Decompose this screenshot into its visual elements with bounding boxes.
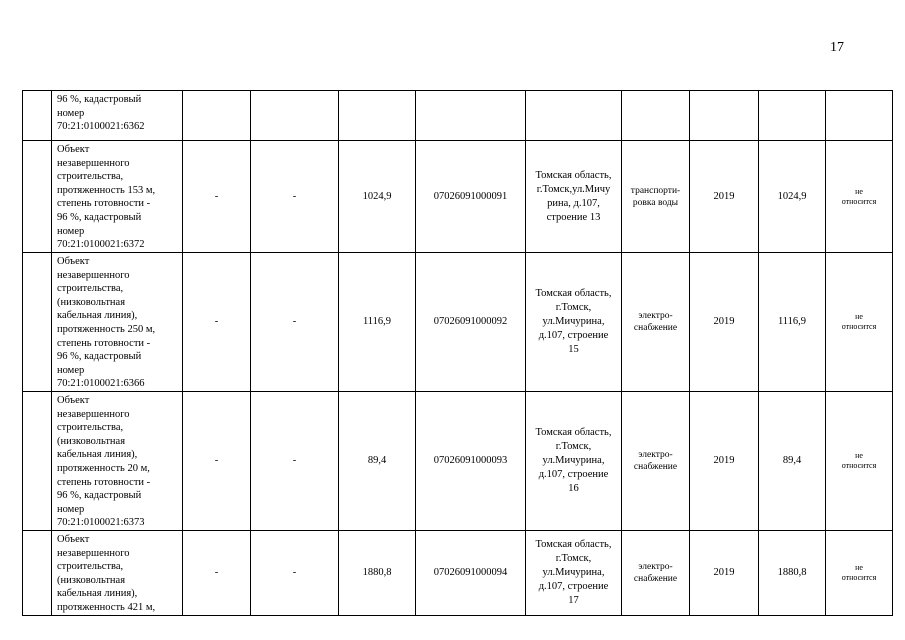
relation-cell-line: не [855, 451, 863, 460]
relation-cell [826, 531, 893, 616]
purpose-cell [622, 392, 690, 531]
year-cell: 2019 [690, 392, 759, 531]
object-name-cell [52, 392, 183, 531]
address-cell [526, 531, 622, 616]
object-name-cell-line: (низковольтная [57, 574, 126, 586]
relation-cell [826, 392, 893, 531]
dash-cell: - [183, 392, 251, 531]
object-name-cell-line: протяженность 421 м, [57, 601, 156, 613]
row-number-cell [23, 253, 52, 392]
object-name-cell-line: 96 %, кадастровый [57, 490, 142, 502]
row-number-cell [23, 91, 52, 141]
address-cell-line: 15 [568, 344, 579, 355]
object-name-cell-line: 70:21:0100021:6362 [57, 121, 145, 133]
registry-number-cell [416, 91, 526, 141]
year-cell: 2019 [690, 531, 759, 616]
row-number-cell [23, 531, 52, 616]
purpose-cell-line: снабжение [633, 323, 678, 333]
object-name-cell [52, 141, 183, 253]
address-cell [526, 392, 622, 531]
relation-cell-line: не [855, 563, 863, 572]
object-name-cell-line: незавершенного [57, 157, 130, 169]
purpose-cell [622, 253, 690, 392]
object-name-cell-line: протяженность 20 м, [57, 462, 150, 474]
purpose-cell [622, 91, 690, 141]
object-name-cell-line: 70:21:0100021:6366 [57, 378, 145, 390]
object-name-cell-line: степень готовности - [57, 337, 151, 349]
address-cell-line: Томская область, [535, 427, 612, 438]
address-cell-line: д.107, строение [538, 581, 609, 592]
object-name-cell-line: 96 %, кадастровый [57, 94, 142, 105]
object-name-cell-line: строительства, [57, 422, 124, 434]
object-name-cell-line: Объект [57, 256, 90, 267]
registry-number-cell: 07026091000093 [416, 392, 526, 531]
purpose-cell-line: электро- [638, 311, 673, 321]
object-name-cell-line: строительства, [57, 283, 124, 295]
table-row [23, 531, 893, 616]
relation-cell-line: относится [841, 322, 877, 331]
address-cell-line: ул.Мичурина, [542, 455, 605, 466]
dash-cell: - [183, 253, 251, 392]
relation-cell-line: не [855, 312, 863, 321]
object-name-cell-line: номер [57, 503, 85, 515]
value2-cell: 1024,9 [759, 141, 826, 253]
object-name-cell-line: степень готовности - [57, 198, 151, 210]
table-row [23, 392, 893, 531]
relation-cell [826, 141, 893, 253]
dash-cell: - [183, 141, 251, 253]
address-cell-line: д.107, строение [538, 469, 609, 480]
table-row [23, 253, 893, 392]
address-cell-line: г.Томск, [555, 553, 592, 564]
property-table [22, 90, 893, 616]
purpose-cell-line: электро- [638, 450, 673, 460]
registry-number-cell: 07026091000091 [416, 141, 526, 253]
address-cell-line: строение 13 [546, 211, 601, 223]
relation-cell-line: относится [841, 196, 877, 206]
object-name-cell-line: (низковольтная [57, 435, 126, 447]
object-name-cell-line: протяженность 153 м, [57, 184, 156, 196]
value2-cell [759, 91, 826, 141]
purpose-cell-line: транспорти- [630, 185, 681, 196]
object-name-cell-line: Объект [57, 395, 90, 406]
purpose-cell-line: ровка воды [632, 197, 679, 208]
object-name-cell [52, 91, 183, 141]
object-name-cell-line: кабельная линия), [57, 310, 138, 322]
value-cell [339, 91, 416, 141]
registry-number-cell: 07026091000092 [416, 253, 526, 392]
value-cell: 89,4 [339, 392, 416, 531]
object-name-cell-line: номер [57, 107, 85, 119]
address-cell-line: ул.Мичурина, [542, 316, 605, 327]
object-name-cell-line: 70:21:0100021:6373 [57, 517, 145, 529]
dash-cell: - [251, 392, 339, 531]
purpose-cell-line: электро- [638, 562, 673, 572]
object-name-cell-line: строительства, [57, 561, 124, 573]
dash-cell [183, 91, 251, 141]
address-cell-line: рина, д.107, [547, 197, 600, 209]
address-cell-line: 17 [568, 595, 579, 606]
relation-cell [826, 91, 893, 141]
value2-cell: 1880,8 [759, 531, 826, 616]
purpose-cell [622, 531, 690, 616]
value-cell: 1880,8 [339, 531, 416, 616]
object-name-cell-line: незавершенного [57, 408, 130, 420]
object-name-cell-line: протяженность 250 м, [57, 323, 156, 335]
address-cell-line: Томская область, [535, 539, 612, 550]
relation-cell-line: не [855, 186, 863, 196]
dash-cell: - [183, 531, 251, 616]
object-name-cell-line: кабельная линия), [57, 588, 138, 600]
address-cell-line: д.107, строение [538, 330, 609, 341]
year-cell: 2019 [690, 253, 759, 392]
object-name-cell-line: 96 %, кадастровый [57, 351, 142, 363]
row-number-cell [23, 141, 52, 253]
object-name-cell-line: кабельная линия), [57, 449, 138, 461]
table-row [23, 91, 893, 141]
object-name-cell-line: незавершенного [57, 269, 130, 281]
object-name-cell-line: незавершенного [57, 547, 130, 559]
dash-cell [251, 91, 339, 141]
purpose-cell [622, 141, 690, 253]
dash-cell: - [251, 531, 339, 616]
address-cell-line: Томская область, [535, 288, 612, 299]
registry-number-cell: 07026091000094 [416, 531, 526, 616]
purpose-cell-line: снабжение [633, 462, 678, 472]
address-cell-line: Томская область, [535, 169, 612, 181]
dash-cell: - [251, 141, 339, 253]
purpose-cell-line: снабжение [633, 574, 678, 584]
relation-cell-line: относится [841, 573, 877, 582]
address-cell [526, 141, 622, 253]
relation-cell [826, 253, 893, 392]
object-name-cell-line: степень готовности - [57, 476, 151, 488]
object-name-cell-line: строительства, [57, 171, 124, 183]
object-name-cell-line: 96 %, кадастровый [57, 211, 142, 223]
relation-cell-line: относится [841, 461, 877, 470]
year-cell [690, 91, 759, 141]
value2-cell: 1116,9 [759, 253, 826, 392]
value-cell: 1024,9 [339, 141, 416, 253]
address-cell-line: г.Томск, [555, 302, 592, 313]
dash-cell: - [251, 253, 339, 392]
object-name-cell-line: номер [57, 225, 85, 237]
object-name-cell [52, 253, 183, 392]
row-number-cell [23, 392, 52, 531]
address-cell [526, 253, 622, 392]
address-cell-line: 16 [568, 483, 579, 494]
object-name-cell-line: (низковольтная [57, 296, 126, 308]
address-cell-line: г.Томск,ул.Мичу [536, 183, 611, 195]
address-cell [526, 91, 622, 141]
object-name-cell-line: номер [57, 364, 85, 376]
object-name-cell [52, 531, 183, 616]
address-cell-line: г.Томск, [555, 441, 592, 452]
object-name-cell-line: 70:21:0100021:6372 [57, 239, 145, 251]
value2-cell: 89,4 [759, 392, 826, 531]
object-name-cell-line: Объект [57, 534, 90, 545]
object-name-cell-line: Объект [57, 144, 90, 155]
value-cell: 1116,9 [339, 253, 416, 392]
year-cell: 2019 [690, 141, 759, 253]
page-number: 17 [830, 40, 844, 55]
address-cell-line: ул.Мичурина, [542, 567, 605, 578]
table-row [23, 141, 893, 253]
